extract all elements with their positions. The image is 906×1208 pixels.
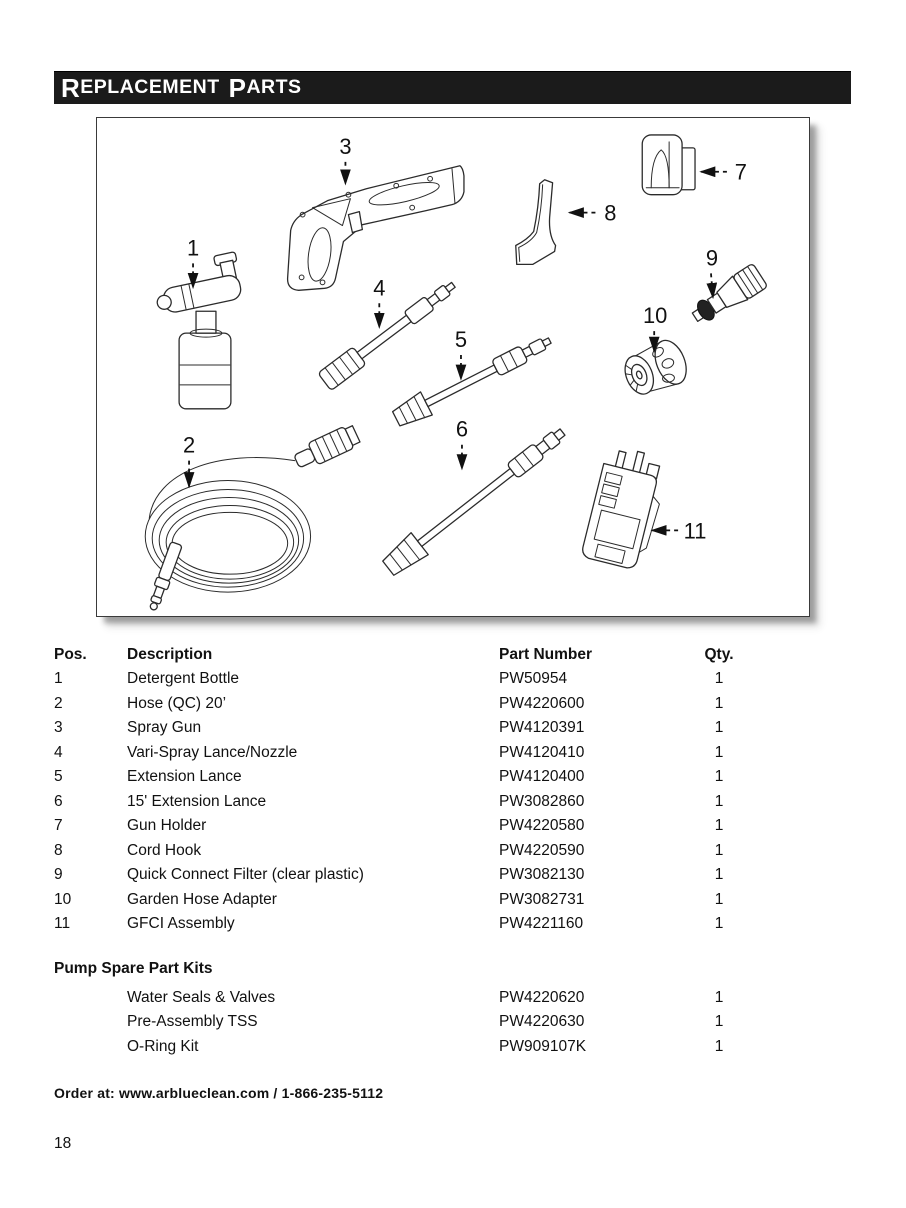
cell-qty: 1 xyxy=(714,768,724,786)
column-header-part-number: Part Number xyxy=(499,646,593,663)
cell-qty: 1 xyxy=(714,1013,724,1031)
cell-part-number: PW4220600 xyxy=(499,694,585,712)
cell-pos: 7 xyxy=(54,817,63,835)
cell-pos: 1 xyxy=(54,670,63,688)
cell-qty: 1 xyxy=(714,841,724,859)
callout-label-3: 3 xyxy=(339,133,352,159)
callout-5 xyxy=(455,327,467,379)
parts-diagram-svg xyxy=(97,118,809,616)
cell-part-number: PW4120400 xyxy=(499,768,585,786)
cell-description: Hose (QC) 20’ xyxy=(127,694,227,712)
callout-label-7: 7 xyxy=(734,159,747,185)
cell-qty: 1 xyxy=(714,1037,724,1055)
page-title-initial-2: P xyxy=(228,73,247,103)
kits-section-title: Pump Spare Part Kits xyxy=(54,960,213,977)
callout-label-8: 8 xyxy=(604,200,617,226)
page-number: 18 xyxy=(54,1135,72,1152)
callout-8 xyxy=(570,201,617,226)
callout-label-11: 11 xyxy=(683,518,707,544)
cell-pos: 2 xyxy=(54,694,63,712)
cell-qty: 1 xyxy=(714,989,724,1006)
callout-4 xyxy=(373,275,385,327)
part-illustration-quick-connect-filter xyxy=(687,263,767,329)
callout-9 xyxy=(706,245,718,297)
cell-qty: 1 xyxy=(714,914,724,932)
cell-part-number: PW50954 xyxy=(499,670,568,688)
cell-part-number: PW4220580 xyxy=(499,817,585,835)
cell-part-number: PW4220620 xyxy=(499,989,585,1006)
cell-description: 15' Extension Lance xyxy=(127,792,267,810)
cell-pos: 4 xyxy=(54,743,63,761)
order-info: Order at: www.arblueclean.com / 1-866-235-5112 xyxy=(54,1085,384,1101)
callout-label-9: 9 xyxy=(705,245,719,271)
callout-1 xyxy=(187,235,199,287)
cell-description: GFCI Assembly xyxy=(127,914,235,932)
part-illustration-detergent-bottle xyxy=(150,252,244,409)
cell-part-number: PW4220590 xyxy=(499,841,585,859)
cell-description: Pre-Assembly TSS xyxy=(127,1013,258,1031)
cell-qty: 1 xyxy=(714,743,724,761)
part-illustration-gun-holder xyxy=(642,135,695,195)
cell-description: Spray Gun xyxy=(127,719,202,737)
cell-pos: 9 xyxy=(54,866,63,884)
cell-qty: 1 xyxy=(714,866,724,884)
callout-3 xyxy=(339,134,351,184)
cell-part-number: PW3082860 xyxy=(499,792,585,810)
callout-label-4: 4 xyxy=(373,275,386,301)
part-illustration-cord-hook xyxy=(516,180,556,265)
page-title-rest-1: EPLACEMENT xyxy=(80,76,220,99)
cell-pos: 3 xyxy=(54,719,63,737)
callout-2 xyxy=(183,433,195,487)
cell-pos-empty xyxy=(54,1035,127,1059)
cell-qty: 1 xyxy=(714,792,724,810)
cell-qty: 1 xyxy=(714,817,724,835)
cell-description: Quick Connect Filter (clear plastic) xyxy=(127,866,364,884)
cell-part-number: PW4221160 xyxy=(499,914,584,932)
cell-qty: 1 xyxy=(714,670,724,688)
column-header-pos: Pos. xyxy=(54,646,87,663)
cell-description: Cord Hook xyxy=(127,841,202,859)
part-illustration-extension-lance xyxy=(390,329,555,430)
callout-6 xyxy=(456,417,468,469)
cell-qty: 1 xyxy=(714,890,724,908)
cell-description: Garden Hose Adapter xyxy=(127,890,277,908)
callout-7 xyxy=(701,160,747,185)
cell-part-number: PW4120391 xyxy=(499,719,585,737)
cell-part-number: PW3082130 xyxy=(499,866,585,884)
column-header-qty: Qty. xyxy=(704,646,734,663)
callout-label-2: 2 xyxy=(182,432,196,458)
cell-qty: 1 xyxy=(714,719,724,737)
cell-description: Water Seals & Valves xyxy=(127,989,276,1006)
cell-description: O-Ring Kit xyxy=(127,1037,199,1055)
part-illustration-hose xyxy=(145,423,361,612)
cell-description: Gun Holder xyxy=(127,817,207,835)
parts-diagram xyxy=(96,117,810,617)
cell-description: Detergent Bottle xyxy=(127,670,240,688)
part-illustration-spray-gun xyxy=(288,166,464,290)
cell-part-number: PW3082731 xyxy=(499,890,585,908)
cell-description: Vari-Spray Lance/Nozzle xyxy=(127,743,298,761)
kits-table xyxy=(54,986,814,1059)
page-title-rest-2: ARTS xyxy=(246,76,302,99)
part-illustration-gfci-assembly xyxy=(581,444,671,572)
cell-pos: 5 xyxy=(54,768,63,786)
cell-part-number: PW4120410 xyxy=(499,743,585,761)
cell-pos: 11 xyxy=(54,914,71,932)
cell-part-number: PW4220630 xyxy=(499,1013,585,1031)
callout-label-5: 5 xyxy=(454,327,468,353)
section-header-bar xyxy=(54,71,851,104)
parts-table xyxy=(54,643,814,936)
cell-pos: 10 xyxy=(54,890,72,908)
page-title-initial-1: R xyxy=(61,73,81,103)
column-header-description: Description xyxy=(127,646,213,663)
part-illustration-garden-hose-adapter xyxy=(619,336,692,401)
part-illustration-long-extension-lance xyxy=(380,421,571,579)
callout-11 xyxy=(652,518,706,543)
cell-part-number: PW909107K xyxy=(499,1037,587,1055)
part-illustration-vari-spray-lance xyxy=(318,276,460,391)
cell-description: Extension Lance xyxy=(127,768,242,786)
cell-pos-empty xyxy=(54,1010,127,1034)
callout-label-6: 6 xyxy=(455,416,469,442)
callout-label-10: 10 xyxy=(643,303,668,329)
cell-qty: 1 xyxy=(714,694,724,712)
callout-label-1: 1 xyxy=(186,235,200,261)
cell-pos-empty xyxy=(54,986,127,1010)
cell-pos: 6 xyxy=(54,792,63,810)
cell-pos: 8 xyxy=(54,841,63,859)
